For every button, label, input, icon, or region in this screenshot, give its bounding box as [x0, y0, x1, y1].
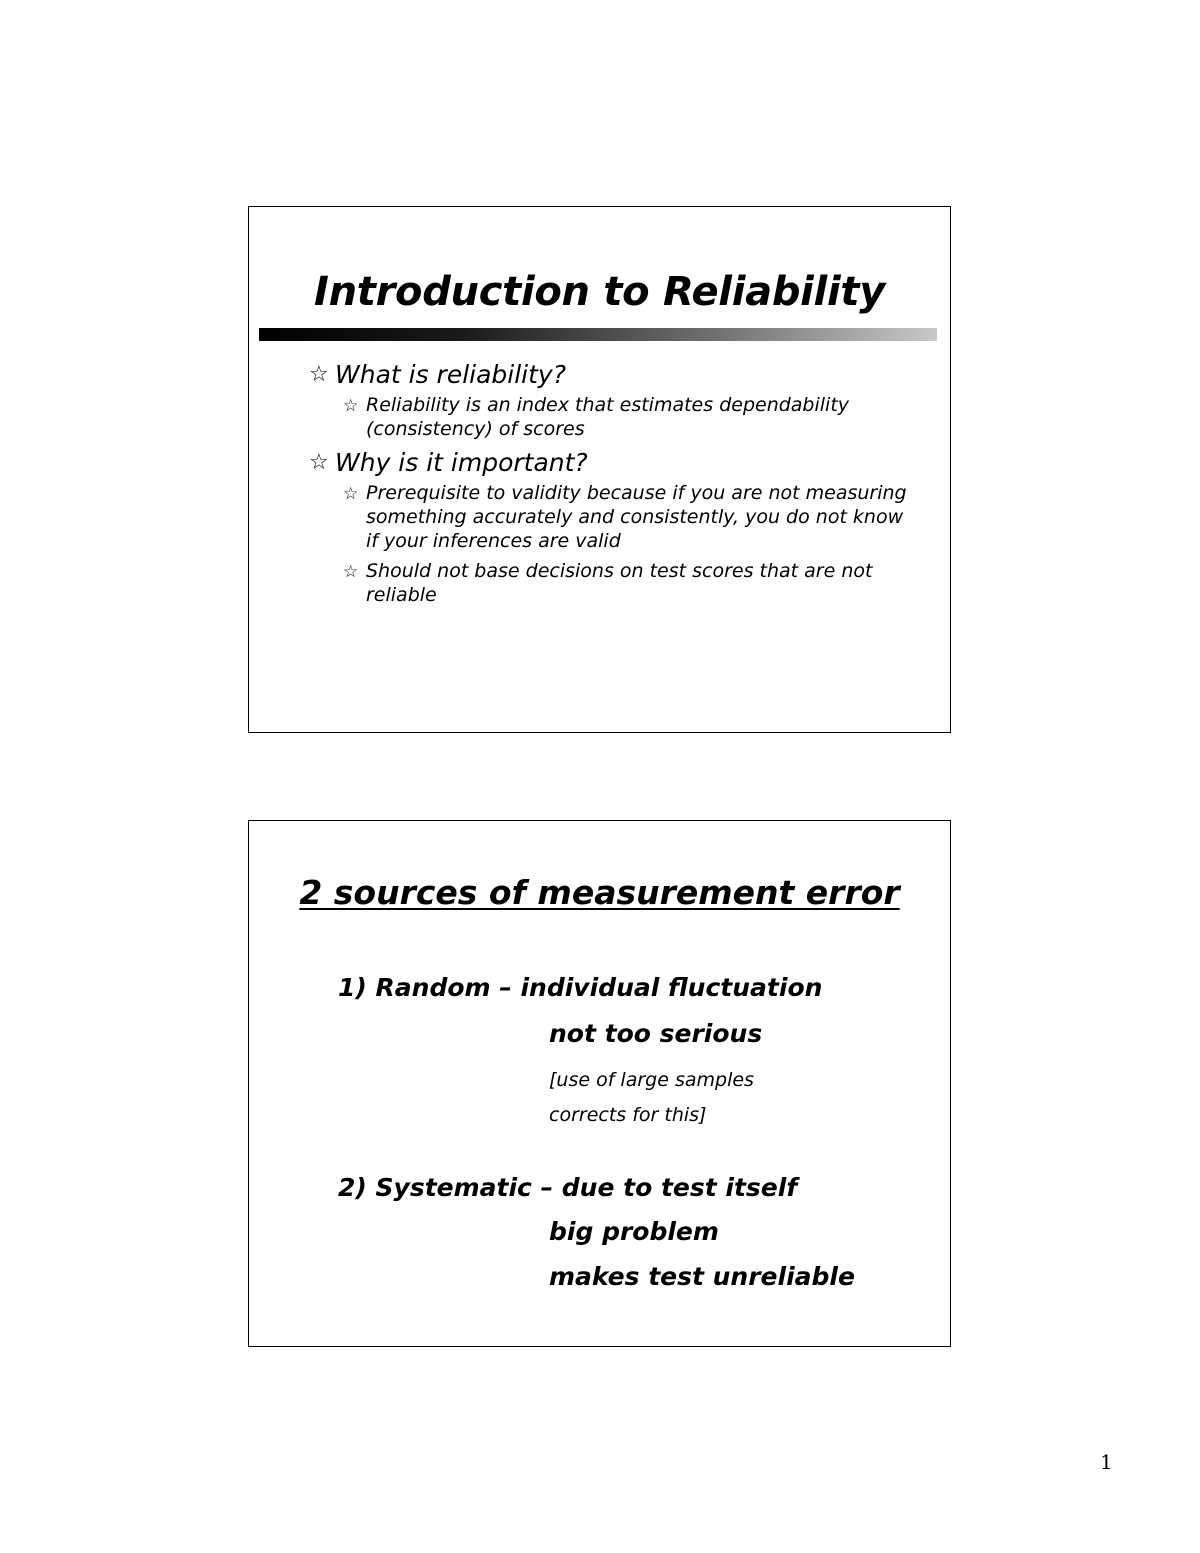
- random-error-remark-line1: [use of large samples: [549, 1069, 754, 1091]
- page-number: 1: [1100, 1450, 1113, 1474]
- slide-sources-of-measurement-error: [248, 820, 951, 1347]
- sub-bullet-text: Should not base decisions on test scores that are not reliable: [366, 560, 873, 606]
- star-icon: ☆: [343, 484, 359, 504]
- bullet-list: [309, 359, 909, 607]
- sub-bullet-item: [343, 559, 909, 607]
- random-error-note: not too serious: [549, 1019, 763, 1048]
- star-icon: ☆: [343, 562, 359, 582]
- sub-bullet-text: Prerequisite to validity because if you are not measuring something accurately and consistently, you do not know if your inferences are valid: [366, 482, 907, 552]
- random-error-remark-line2: corrects for this]: [549, 1104, 707, 1126]
- sub-bullet-item: [343, 481, 909, 553]
- bullet-label: Why is it important?: [335, 448, 588, 477]
- systematic-error-consequence: makes test unreliable: [549, 1262, 855, 1291]
- random-error-heading: 1) Random – individual fluctuation: [338, 973, 823, 1002]
- star-icon: ☆: [343, 396, 359, 416]
- slide-title: [249, 873, 950, 912]
- sub-bullet-text: Reliability is an index that estimates dependability (consistency) of scores: [366, 394, 850, 440]
- slide-title-text: 2 sources of measurement error: [299, 873, 900, 912]
- star-icon: ☆: [309, 450, 329, 475]
- bullet-label: What is reliability?: [335, 360, 566, 389]
- star-icon: ☆: [309, 362, 329, 387]
- bullet-item-why-is-it-important: [309, 447, 909, 479]
- systematic-error-note: big problem: [549, 1217, 719, 1246]
- slide-title: Introduction to Reliability: [314, 269, 885, 315]
- sub-bullet-item: [343, 393, 909, 441]
- bullet-item-what-is-reliability: [309, 359, 909, 391]
- systematic-error-heading: 2) Systematic – due to test itself: [338, 1173, 798, 1202]
- title-gradient-bar: [259, 328, 937, 341]
- slide-introduction-to-reliability: [248, 206, 951, 733]
